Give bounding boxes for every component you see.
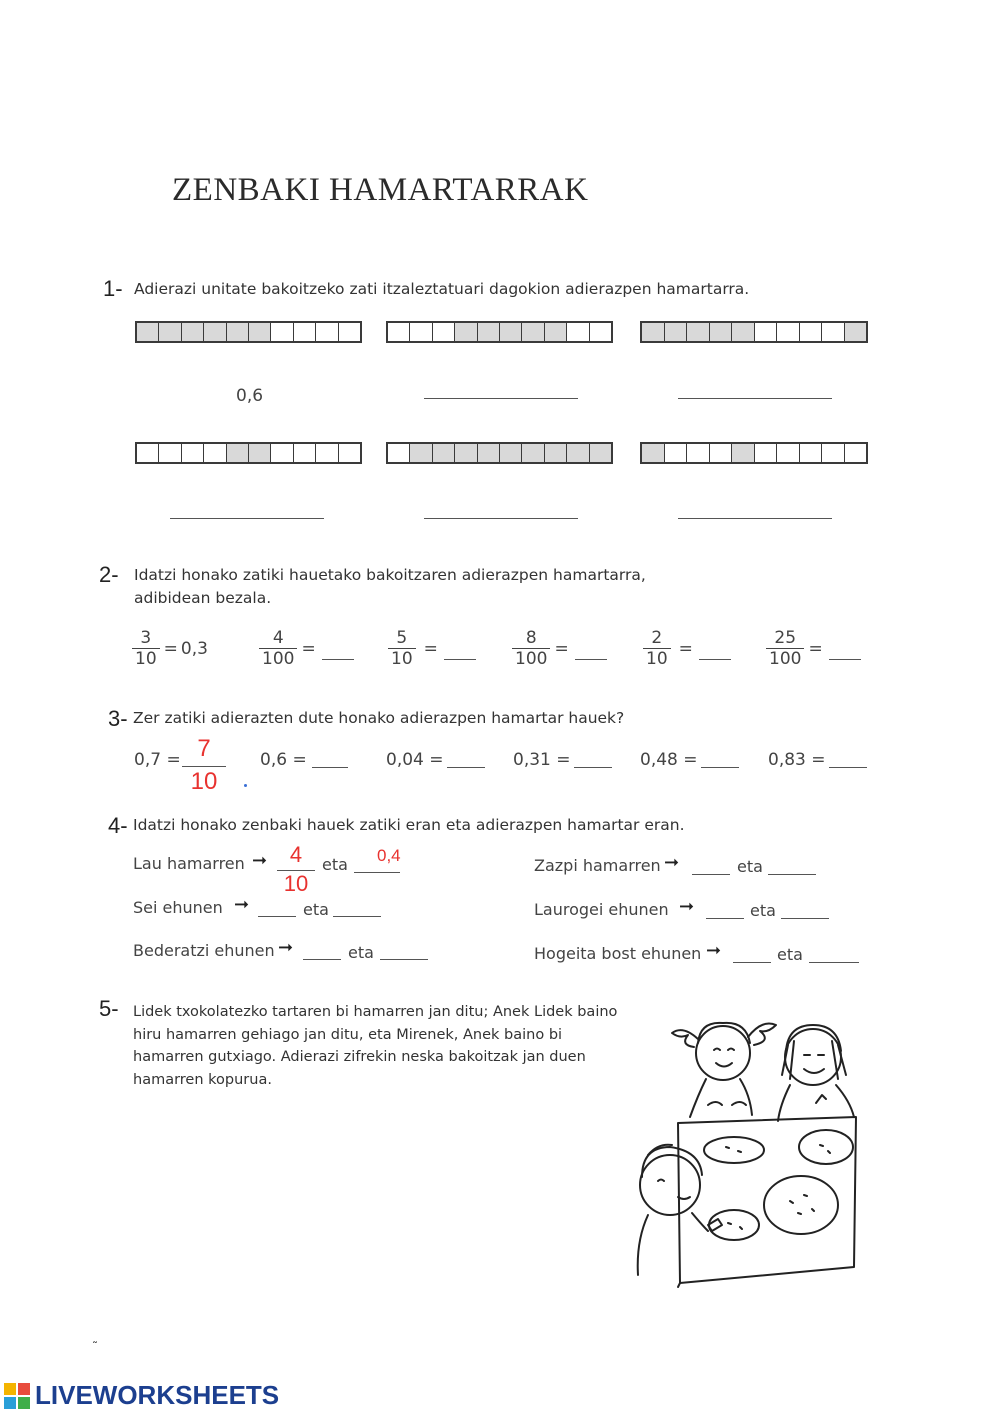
empty-cell xyxy=(294,323,316,341)
shaded-cell xyxy=(500,444,522,462)
fraction-numerator: 8 xyxy=(525,628,537,648)
q2-fraction-item xyxy=(388,628,476,669)
equals-sign: = xyxy=(301,638,316,659)
page-title: ZENBAKI HAMARTARRAK xyxy=(172,172,589,208)
empty-cell xyxy=(159,444,181,462)
q1-answer-line[interactable] xyxy=(678,518,832,519)
question-5-text xyxy=(133,1001,617,1091)
unit-bar xyxy=(135,321,362,343)
question-5-number: 5- xyxy=(99,996,119,1021)
shaded-cell xyxy=(545,444,567,462)
answer-blank[interactable] xyxy=(809,948,859,963)
shaded-cell xyxy=(845,323,867,341)
empty-cell xyxy=(822,444,845,462)
q4-connector: eta xyxy=(303,900,329,919)
unit-bar xyxy=(386,442,613,464)
q3-item: 0,83 = xyxy=(768,750,826,770)
liveworksheets-logo-icon xyxy=(4,1383,32,1409)
answer-blank[interactable] xyxy=(699,645,731,660)
equals-sign: = xyxy=(554,638,569,659)
shaded-cell xyxy=(732,444,755,462)
shaded-cell xyxy=(732,323,755,341)
answer-blank[interactable] xyxy=(768,860,816,875)
q2-fraction-item xyxy=(259,628,354,669)
fraction xyxy=(388,628,416,669)
empty-cell xyxy=(316,444,338,462)
answer-blank[interactable] xyxy=(701,753,739,768)
shaded-cell xyxy=(227,323,249,341)
shaded-cell xyxy=(249,444,271,462)
empty-cell xyxy=(777,323,800,341)
question-4-text: Idatzi honako zenbaki hauek zatiki eran eta adierazpen hamartar eran. xyxy=(133,816,685,834)
shaded-cell xyxy=(410,444,432,462)
fraction-denominator: 100 xyxy=(515,649,548,669)
equals-sign: = xyxy=(678,638,693,659)
q4-answer-denominator[interactable]: 10 xyxy=(283,871,309,896)
shaded-cell xyxy=(567,444,589,462)
question-2-text-line2: adibidean bezala. xyxy=(134,589,272,607)
empty-cell xyxy=(777,444,800,462)
shaded-cell xyxy=(455,444,477,462)
answer-blank[interactable] xyxy=(829,645,861,660)
unit-bar xyxy=(640,442,868,464)
shaded-cell xyxy=(522,323,544,341)
fraction xyxy=(512,628,550,669)
empty-cell xyxy=(388,444,410,462)
empty-cell xyxy=(316,323,338,341)
shaded-cell xyxy=(433,444,455,462)
q4-item-label: Hogeita bost ehunen xyxy=(534,944,702,963)
question-3-text: Zer zatiki adierazten dute honako adierazpen hamartar hauek? xyxy=(133,709,625,727)
shaded-cell xyxy=(590,444,611,462)
q3-item: 0,48 = xyxy=(640,750,698,770)
q1-example-answer: 0,6 xyxy=(236,386,264,406)
empty-cell xyxy=(800,323,823,341)
fraction-numerator: 5 xyxy=(396,628,408,648)
answer-blank[interactable] xyxy=(333,902,381,917)
fraction xyxy=(259,628,297,669)
shaded-cell xyxy=(545,323,567,341)
q4-item-label: Laurogei ehunen xyxy=(534,900,669,919)
q3-item: 0,6 = xyxy=(260,750,307,770)
fraction-denominator: 100 xyxy=(262,649,295,669)
shaded-cell xyxy=(227,444,249,462)
q4-item-label: Bederatzi ehunen xyxy=(133,941,275,960)
answer-blank[interactable] xyxy=(574,753,612,768)
unit-bar xyxy=(135,442,362,464)
q3-answer-denominator[interactable]: 10 xyxy=(190,768,218,795)
answer-blank[interactable] xyxy=(303,945,341,960)
equals-sign: = xyxy=(163,638,178,659)
question-4-number: 4- xyxy=(108,813,128,838)
shaded-cell xyxy=(710,323,733,341)
arrow-right-icon: ➞ xyxy=(664,852,680,873)
girls-eating-cake-illustration xyxy=(628,1005,868,1290)
shaded-cell xyxy=(455,323,477,341)
empty-cell xyxy=(339,444,360,462)
q3-item: 0,31 = xyxy=(513,750,571,770)
question-5-text-line: Lidek txokolatezko tartaren bi hamarren jan ditu; Anek Lidek baino xyxy=(133,1004,618,1020)
q4-connector: eta xyxy=(777,945,803,964)
empty-cell xyxy=(755,323,778,341)
answer-blank[interactable] xyxy=(444,645,476,660)
shaded-cell xyxy=(204,323,226,341)
answer-blank[interactable] xyxy=(733,948,771,963)
answer-blank[interactable] xyxy=(575,645,607,660)
blue-dot-mark xyxy=(244,784,247,787)
shaded-cell xyxy=(478,444,500,462)
empty-cell xyxy=(271,323,293,341)
q4-item-label: Sei ehunen xyxy=(133,898,223,917)
q4-connector: eta xyxy=(322,855,348,874)
unit-bar xyxy=(640,321,868,343)
arrow-right-icon: ➞ xyxy=(706,940,722,961)
shaded-cell xyxy=(159,323,181,341)
empty-cell xyxy=(410,323,432,341)
q2-fraction-item xyxy=(766,628,861,669)
question-2-text-line1: Idatzi honako zatiki hauetako bakoitzaren adierazpen hamartarra, xyxy=(134,566,646,584)
q4-connector: eta xyxy=(737,857,763,876)
q4-item-label: Lau hamarren xyxy=(133,854,245,873)
unit-bar xyxy=(386,321,613,343)
answer-blank xyxy=(354,872,400,873)
liveworksheets-logo xyxy=(4,1380,279,1411)
question-5-text-line: hamarren gutxiago. Adierazi zifrekin neska bakoitzak jan duen xyxy=(133,1049,586,1065)
empty-cell xyxy=(710,444,733,462)
answer-blank[interactable] xyxy=(447,753,485,768)
answer-blank[interactable] xyxy=(692,860,730,875)
answer-blank[interactable] xyxy=(322,645,354,660)
q4-answer-numerator[interactable]: 4 xyxy=(289,842,303,867)
shaded-cell xyxy=(137,323,159,341)
q1-answer-line[interactable] xyxy=(424,398,578,399)
equals-sign: = xyxy=(808,638,823,659)
answer-blank[interactable] xyxy=(829,753,867,768)
fraction xyxy=(132,628,160,669)
equals-sign: = xyxy=(423,638,438,659)
q1-answer-line[interactable] xyxy=(170,518,324,519)
answer-blank[interactable] xyxy=(380,945,428,960)
q2-fraction-item xyxy=(512,628,607,669)
q4-answer-decimal[interactable]: 0,4 xyxy=(377,846,401,865)
q3-answer-numerator[interactable]: 7 xyxy=(197,735,211,762)
fraction xyxy=(643,628,671,669)
fraction-denominator: 10 xyxy=(646,649,668,669)
q3-answer-fraction-bar xyxy=(182,766,226,767)
arrow-right-icon: ➞ xyxy=(234,894,250,915)
empty-cell xyxy=(800,444,823,462)
empty-cell xyxy=(822,323,845,341)
empty-cell xyxy=(137,444,159,462)
page-number-fragment: ˜ xyxy=(92,1340,98,1354)
answer-blank[interactable] xyxy=(706,904,744,919)
shaded-cell xyxy=(642,323,665,341)
q3-item: 0,7 = xyxy=(134,750,181,770)
q2-fraction-item xyxy=(643,628,731,669)
fraction-denominator: 100 xyxy=(769,649,802,669)
question-1-text: Adierazi unitate bakoitzeko zati itzaleztatuari dagokion adierazpen hamartarra. xyxy=(134,280,750,298)
fraction-numerator: 4 xyxy=(272,628,284,648)
question-2-text xyxy=(134,564,646,610)
q1-answer-line[interactable] xyxy=(678,398,832,399)
shaded-cell xyxy=(182,323,204,341)
fraction-denominator: 10 xyxy=(391,649,413,669)
empty-cell xyxy=(567,323,589,341)
shaded-cell xyxy=(687,323,710,341)
answer-blank[interactable] xyxy=(258,902,296,917)
q2-fraction-item xyxy=(132,628,208,669)
empty-cell xyxy=(755,444,778,462)
question-5-text-line: hiru hamarren gehiago jan ditu, eta Mirenek, Anek baino bi xyxy=(133,1026,563,1043)
fraction-denominator: 10 xyxy=(135,649,157,669)
question-1-number: 1- xyxy=(103,276,123,301)
arrow-right-icon: ➞ xyxy=(252,850,268,871)
answer-blank[interactable] xyxy=(781,904,829,919)
shaded-cell xyxy=(642,444,665,462)
empty-cell xyxy=(845,444,867,462)
fraction xyxy=(766,628,804,669)
empty-cell xyxy=(339,323,360,341)
q2-example-answer: 0,3 xyxy=(180,638,208,659)
q4-connector: eta xyxy=(348,943,374,962)
arrow-right-icon: ➞ xyxy=(679,896,695,917)
fraction-numerator: 2 xyxy=(651,628,663,648)
q4-connector: eta xyxy=(750,901,776,920)
q1-answer-line[interactable] xyxy=(424,518,578,519)
empty-cell xyxy=(294,444,316,462)
question-5-text-line: hamarren kopurua. xyxy=(133,1071,272,1088)
liveworksheets-logo-text: LIVEWORKSHEETS xyxy=(35,1380,280,1410)
shaded-cell xyxy=(500,323,522,341)
shaded-cell xyxy=(665,323,688,341)
empty-cell xyxy=(204,444,226,462)
fraction-numerator: 25 xyxy=(774,628,797,648)
empty-cell xyxy=(433,323,455,341)
fraction-numerator: 3 xyxy=(140,628,152,648)
question-3-number: 3- xyxy=(108,706,128,731)
empty-cell xyxy=(687,444,710,462)
q4-item-label: Zazpi hamarren xyxy=(534,856,661,875)
shaded-cell xyxy=(522,444,544,462)
empty-cell xyxy=(271,444,293,462)
empty-cell xyxy=(590,323,611,341)
empty-cell xyxy=(182,444,204,462)
empty-cell xyxy=(388,323,410,341)
q3-item: 0,04 = xyxy=(386,750,444,770)
answer-blank[interactable] xyxy=(312,753,348,768)
empty-cell xyxy=(665,444,688,462)
arrow-right-icon: ➞ xyxy=(278,937,294,958)
shaded-cell xyxy=(478,323,500,341)
shaded-cell xyxy=(249,323,271,341)
question-2-number: 2- xyxy=(99,562,119,587)
